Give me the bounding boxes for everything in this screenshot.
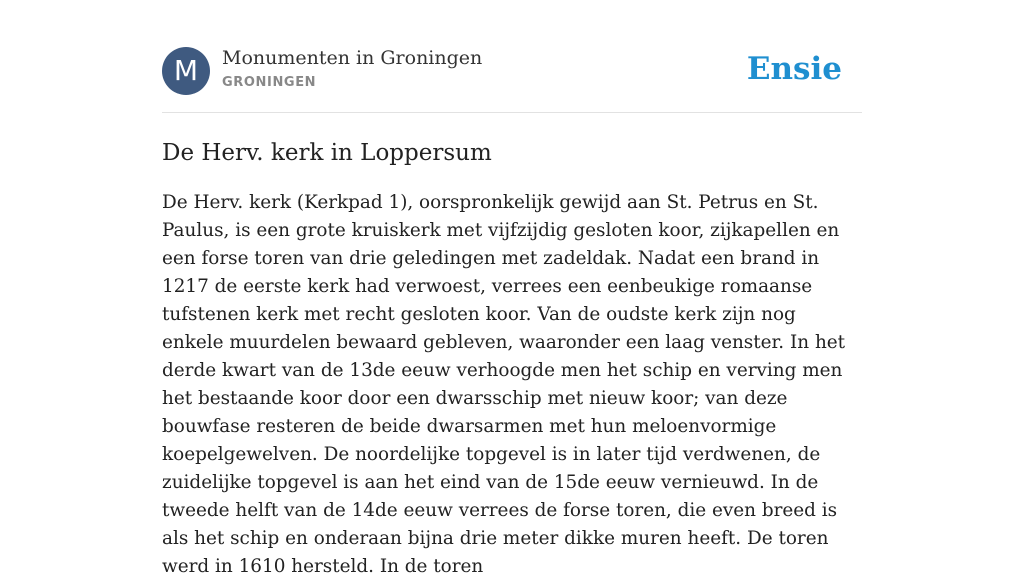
article-header — [162, 0, 862, 113]
source-name-link[interactable]: Monumenten in Groningen — [222, 47, 483, 69]
avatar-letter: M — [173, 54, 199, 87]
article-title: De Herv. kerk in Loppersum — [162, 140, 492, 166]
source-region-label: GRONINGEN — [222, 75, 317, 90]
article-body: De Herv. kerk (Kerkpad 1), oorspronkelijk gewijd aan St. Petrus en St. Paulus, is een grote kruiskerk met vijfzijdig gesloten koor, zijkapellen en een forse toren van drie geledingen met zadeldak. Nadat een brand in 1217 de eerste kerk had verwoest, verrees een eenbeukige romaanse tufstenen kerk met recht gesloten koor. Van de oudste kerk zijn nog enkele muurdelen bewaard gebleven, waaronder een laag venster. In het derde kwart van de 13de eeuw verhoogde men het schip en verving men het bestaande koor door een dwarsschip met nieuw koor; van deze bouwfase resteren de beide dwarsarmen met hun meloenvormige koepelgewelven. De noordelijke topgevel is in later tijd verdwenen, de zuidelijke topgevel is aan het eind van de 15de eeuw vernieuwd. In de tweede helft van de 14de eeuw verrees de forse toren, die even breed is als het schip en onderaan bijna drie meter dikke muren heeft. De toren werd in 1610 hersteld. In de toren — [162, 192, 846, 577]
avatar[interactable] — [162, 47, 210, 95]
ensie-logo[interactable]: Ensie — [746, 51, 842, 87]
article-card — [162, 0, 862, 581]
